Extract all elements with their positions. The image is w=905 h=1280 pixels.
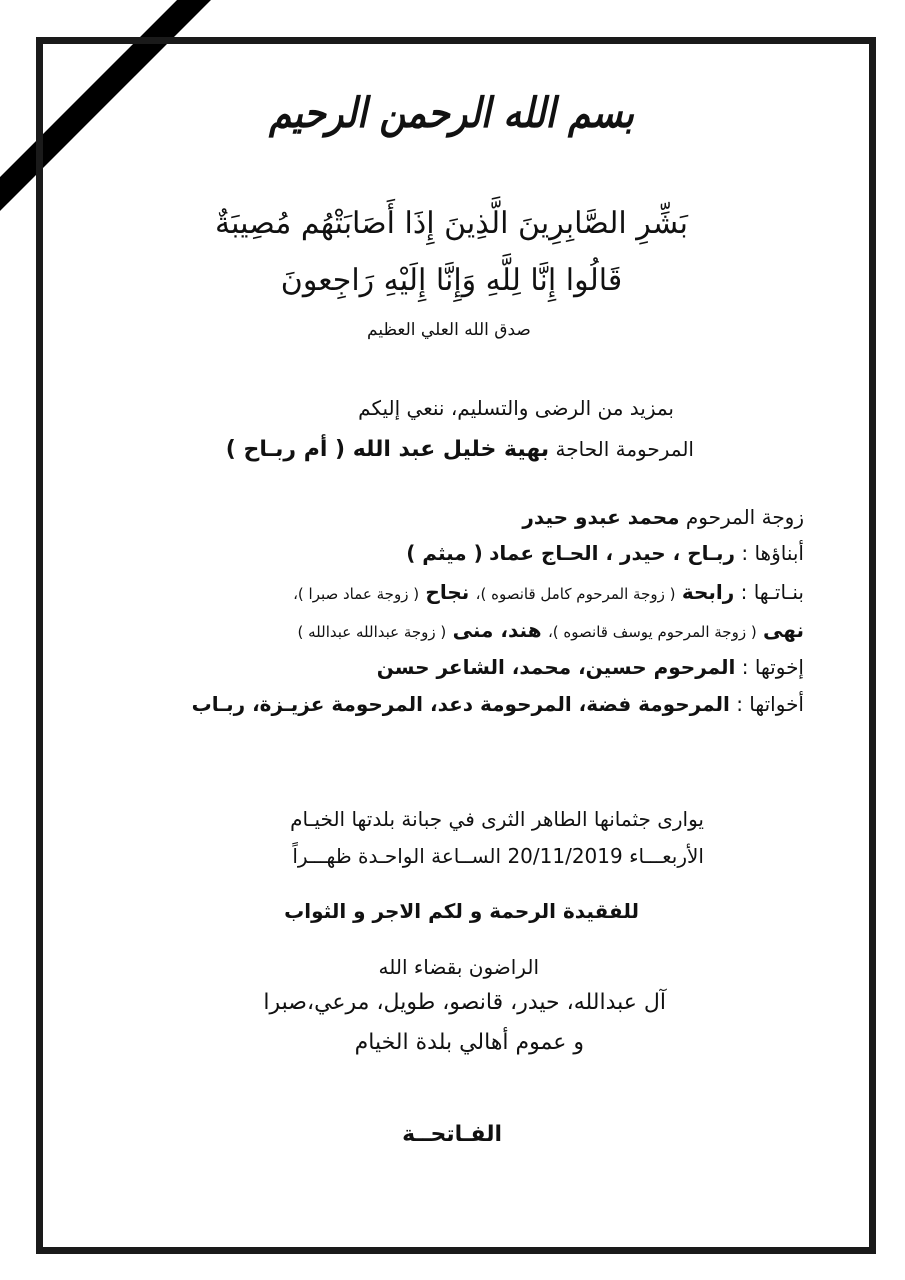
sons-extra: ( ميثم ) xyxy=(407,541,484,565)
brothers-line xyxy=(378,655,805,679)
daughter-2: نجاح xyxy=(426,580,471,604)
daughter-1-note: ( زوجة المرحوم كامل قانصوه )، xyxy=(476,585,677,603)
daughter-5-note: ( زوجة عبدالله عبدالله ) xyxy=(298,623,448,641)
town-line: و عموم أهالي بلدة الخيام xyxy=(355,1030,585,1055)
basmala-heading: بسم الله الرحمن الرحيم xyxy=(269,88,636,138)
husband-name: محمد عبدو حيدر xyxy=(523,505,681,529)
daughter-3: نهى xyxy=(764,618,805,642)
verse-source: صدق الله العلي العظيم xyxy=(368,320,532,340)
sons-label: أبناؤها : xyxy=(742,541,805,565)
deceased-prefix: المرحومة الحاجة xyxy=(556,437,695,461)
daughter-3-note: ( زوجة المرحوم يوسف قانصوه )، xyxy=(548,623,758,641)
deceased-line xyxy=(227,437,695,462)
quran-verse-line-2: قَالُوا إِنَّا لِلَّهِ وَإِنَّا إِلَيْهِ رَاجِعونَ xyxy=(281,263,624,298)
husband-line xyxy=(523,505,805,529)
daughters-label: بنـاتـها : xyxy=(741,580,805,604)
brothers-names: المرحوم حسين، محمد، الشاعر حسن xyxy=(377,655,737,679)
sisters-line xyxy=(193,692,805,716)
sisters-label: أخواتها : xyxy=(737,692,805,716)
sons-names: ربـاح ، حيدر ، الحـاج عماد xyxy=(490,541,736,565)
funeral-line-1: يوارى جثمانها الطاهر الثرى في جبانة بلدتها الخيـام xyxy=(291,807,705,831)
condolence-line: للفقيدة الرحمة و لكم الاجر و الثواب xyxy=(285,899,640,923)
daughter-2-note: ( زوجة عماد صبرا )، xyxy=(294,585,421,603)
quran-verse-line-1: بَشِّرِ الصَّابِرِينَ الَّذِينَ إِذَا أَصَابَتْهُم مُصِيبَةٌ xyxy=(216,206,689,241)
brothers-label: إخوتها : xyxy=(742,655,805,679)
daughter-1: رابحة xyxy=(682,580,736,604)
daughter-4-5: هند، منى xyxy=(453,618,543,642)
daughters-line-2 xyxy=(299,618,805,642)
funeral-line-2: الأربعـــاء 20/11/2019 الســاعة الواحـدة ظهـــراً xyxy=(293,844,705,868)
husband-label: زوجة المرحوم xyxy=(686,505,805,529)
daughters-line-1 xyxy=(294,580,805,604)
families-line: آل عبدالله، حيدر، قانصو، طويل، مرعي،صبرا xyxy=(264,990,667,1015)
sons-line xyxy=(407,541,805,565)
fatiha-line: الفـاتحــة xyxy=(403,1122,503,1147)
sisters-names: المرحومة فضة، المرحومة دعد، المرحومة عزيـزة، ربـاب xyxy=(192,692,731,716)
signed-intro: الراضون بقضاء الله xyxy=(379,955,540,979)
deceased-name: بهية خليل عبد الله ( أم ربـاح ) xyxy=(226,437,551,462)
announcement-intro: بمزيد من الرضى والتسليم، ننعي إليكم xyxy=(359,396,675,420)
